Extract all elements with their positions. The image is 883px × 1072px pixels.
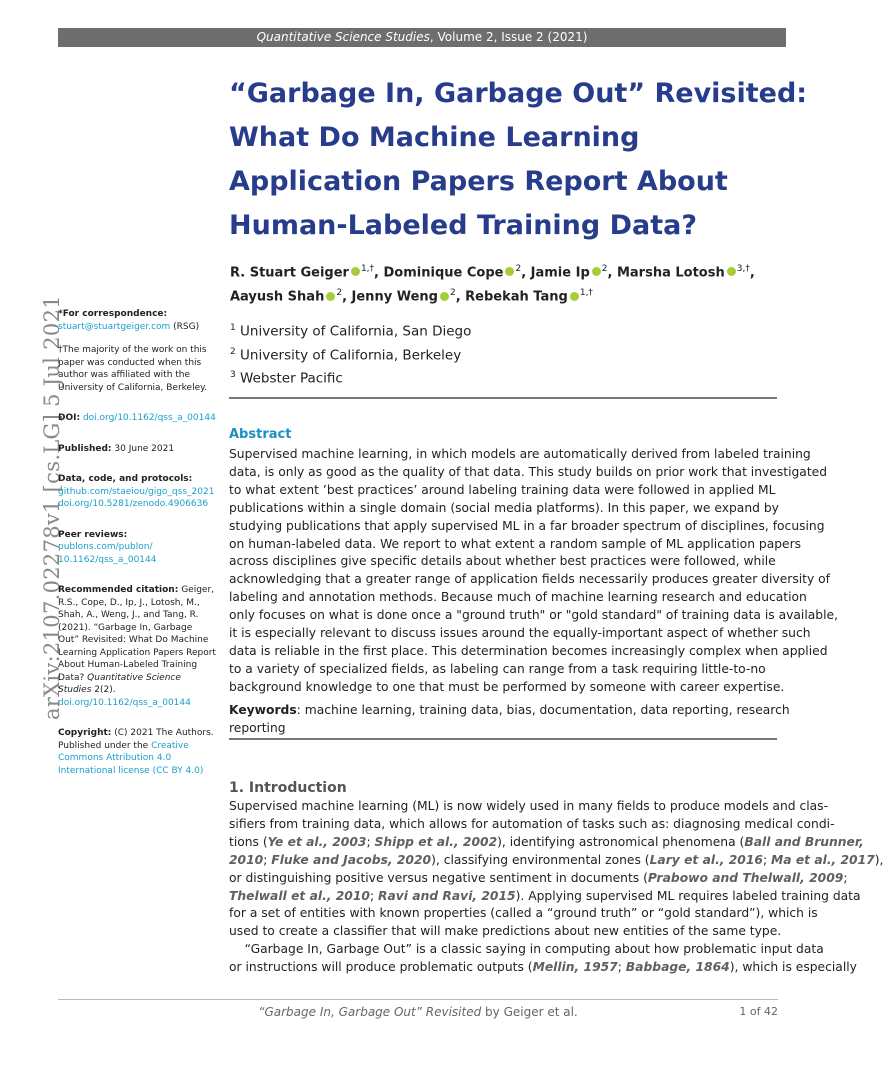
orcid-icon[interactable] — [440, 292, 449, 301]
citation-doi-link[interactable]: doi.org/10.1162/qss_a_00144 — [58, 697, 191, 708]
title-line: “Garbage In, Garbage Out” Revisited: — [229, 78, 808, 109]
author-affil: 3,† — [736, 264, 750, 274]
author-affil: 2 — [336, 288, 343, 299]
intro-line: Supervised machine learning (ML) is now widely used in many fields to produce models and clas- — [229, 799, 829, 813]
orcid-icon[interactable] — [570, 292, 579, 301]
correspondence-email[interactable]: stuart@stuartgeiger.com — [58, 321, 171, 332]
intro-line: for a set of entities with known properties (called a “ground truth” or “gold standard”), which is — [229, 906, 818, 921]
affiliation: $^3$ Webster Pacific — [230, 370, 343, 387]
divider — [229, 738, 777, 740]
section-heading: 1. Introduction — [229, 780, 347, 796]
paper-title — [229, 72, 809, 248]
author-affil: 2 — [515, 264, 522, 274]
published-date: 30 June 2021 — [114, 443, 175, 454]
github-link[interactable]: github.com/staeiou/gigo_qss_2021 — [58, 486, 215, 497]
doi-link[interactable]: doi.org/10.1162/qss_a_00144 — [82, 413, 216, 423]
affiliation: $^1$ University of California, San Diego — [230, 323, 472, 340]
citation-link[interactable]: Ye et al., 2003 — [267, 834, 367, 849]
affiliations — [230, 318, 471, 389]
citation-link[interactable]: Ma et al., 2017 — [771, 852, 875, 867]
title-line: Application Papers Report About — [229, 166, 728, 197]
publons-link-2[interactable]: 10.1162/qss_a_00144 — [58, 554, 157, 565]
citation-link[interactable]: Ball and Brunner, — [744, 834, 864, 849]
author-name: Marsha Lotosh — [616, 265, 725, 281]
author-name: Dominique Cope — [383, 265, 504, 281]
orcid-icon[interactable] — [351, 267, 360, 276]
author-affil: 1,† — [579, 288, 593, 299]
journal-issue: , Volume 2, Issue 2 (2021) — [429, 30, 588, 44]
author-name: R. Stuart Geiger — [230, 265, 349, 281]
intro-line: tions (Ye et al., 2003; Shipp et al., 2002), identifying astronomical phenomena (Ball and Brunner, — [229, 834, 864, 849]
dagger-note: †The majority of the work on this paper was conducted when this author was affiliated with the University of California, Berkeley. — [58, 345, 208, 393]
author-name: Rebekah Tang — [465, 289, 568, 305]
journal-name: Quantitative Science Studies — [256, 30, 430, 44]
citation-link[interactable]: Mellin, 1957 — [532, 960, 618, 975]
author-list: R. Stuart Geiger $^{1,\dagger}$, Dominique Cope $^2$, Jamie Ip $^2$, Marsha Lotosh $^{3,\dagger}$, Aayush Shah $^2$, Jenny Weng $^2$, Rebekah Tang $^{1,\dagger}$ — [230, 264, 755, 305]
abstract-body: Supervised machine learning, in which models are automatically derived from labeled training data, is only as good as the quality of that data. This study builds on prior work that investigated to what extent ’best practices’ around labeling training data were followed in applied ML publications within a single domain (social media platforms). In this paper, we expand by studying publications that apply supervised ML in a far broader spectrum of disciplines, focusing on human-labeled data. We report to what extent a random sample of ML application papers across disciplines give specific details about whether best practices were followed, while acknowledging that a greater range of application fields necessarily produces greater diversity of labeling and annotation methods. Because much of machine learning research and education only focuses on what is done once a "ground truth" or "gold standard" of training data is available, it is especially relevant to discuss issues around the equally-important aspect of whether such data is reliable in the first place. This determination becomes increasingly complex when applied to a variety of specialized fields, as labeling can range from a task requiring little-to-no background knowledge to one that must be performed by someone with career expertise. — [229, 447, 838, 694]
author-name: Jamie Ip — [530, 265, 590, 281]
orcid-icon[interactable] — [727, 267, 736, 276]
footer-divider — [58, 999, 778, 1000]
page-number: 1 of 42 — [739, 1005, 778, 1018]
divider — [229, 397, 777, 399]
license-link[interactable]: Creative Commons Attribution 4.0 International license (CC BY 4.0) — [58, 740, 204, 776]
author-affil: 2 — [449, 288, 456, 299]
citation-link[interactable]: Lary et al., 2016 — [649, 852, 763, 867]
journal-header — [58, 28, 786, 47]
author-name: Jenny Weng — [351, 289, 438, 305]
introduction-body — [229, 798, 883, 977]
title-line: What Do Machine Learning — [229, 122, 640, 153]
publons-link[interactable]: publons.com/publon/ — [58, 542, 153, 552]
citation-text: Geiger, R.S., Cope, D., Ip, J., Lotosh, M., Shah, A., Weng, J., and Tang, R. (2021). “Garbage In, Garbage Out” Revisited: What Do Machine Learning Application Papers Report About Human-Labeled Training Data? — [58, 585, 216, 683]
arxiv-stamp: arXiv:2107.02278v1 [cs.LG] 5 Jul 2021 — [40, 295, 64, 720]
author-affil: 1,† — [360, 264, 375, 274]
zenodo-link[interactable]: doi.org/10.5281/zenodo.4906636 — [58, 499, 209, 509]
orcid-icon[interactable] — [505, 267, 514, 276]
intro-line: or distinguishing positive versus negative sentiment in documents (Prabowo and Thelwall, 2009; — [229, 870, 848, 885]
citation-link[interactable]: Babbage, 1864 — [625, 960, 730, 975]
title-line: Human-Labeled Training Data? — [229, 210, 698, 241]
citation-link[interactable]: Thelwall et al., 2010 — [229, 888, 370, 903]
abstract-heading: Abstract — [229, 427, 292, 442]
affiliation: $^2$ University of California, Berkeley — [230, 346, 462, 363]
orcid-icon[interactable] — [326, 292, 335, 301]
intro-line: or instructions will produce problematic outputs (Mellin, 1957; Babbage, 1864), which is especially — [229, 960, 857, 975]
citation-link[interactable]: Fluke and Jacobs, 2020 — [271, 852, 432, 867]
keywords: Keywords: machine learning, training data, bias, documentation, data reporting, research reporting — [229, 703, 790, 735]
intro-line: “Garbage In, Garbage Out” is a classic saying in computing about how problematic input data — [229, 942, 824, 957]
citation-link[interactable]: Shipp et al., 2002 — [374, 834, 498, 849]
orcid-icon[interactable] — [592, 267, 601, 276]
sidebar: *For correspondence: stuart@stuartgeiger.com (RSG) †The majority of the work on this paper was conducted when this author was affiliated with the University of California, Berkeley. DOI: doi.org/10.1162/qss_a_00144 Published: 30 June 2021 Data, code, and protocols: github.com/staeiou/gigo_qss_2021 doi.org/10.5281/zenodo.4906636 Peer reviews: publons.com/publon/ 10.1162/qss_a_00144 Recommended citation: Geiger, R.S., Cope, D., Ip, J., Lotosh, M., Shah, A., Weng, J., and Tang, R. (2021). “Garbage In, Garbage Out” Revisited: What Do Machine Learning Application Papers Report About Human-Labeled Training Data? Quantitative Science Studies 2(2). doi.org/10.1162/qss_a_00144 Copyright: (C) 2021 The Authors. Published under the Creative Commons Attribution 4.0 International license (CC BY 4.0) — [58, 309, 216, 776]
intro-line: used to create a classifier that will make predictions about new entities of the same type. — [229, 924, 782, 939]
intro-line: sifiers from training data, which allows for automation of tasks such as: diagnosing medical condi- — [229, 816, 835, 831]
citation-link[interactable]: Prabowo and Thelwall, 2009 — [647, 870, 844, 885]
author-affil: 2 — [601, 264, 608, 274]
intro-line: Thelwall et al., 2010; Ravi and Ravi, 2015). Applying supervised ML requires labeled training data — [229, 888, 861, 903]
keywords-label: Keywords — [229, 703, 297, 717]
citation-link[interactable]: Ravi and Ravi, 2015 — [378, 888, 516, 903]
intro-line: 2010; Fluke and Jacobs, 2020), classifying environmental zones (Lary et al., 2016; Ma et al., 2017), — [229, 852, 883, 867]
author-name: Aayush Shah — [230, 289, 325, 305]
citation-link[interactable]: 2010 — [229, 852, 264, 867]
footer-title: “Garbage In, Garbage Out” Revisited — [258, 1005, 482, 1019]
correspondence-label: *For correspondence: — [58, 309, 168, 319]
